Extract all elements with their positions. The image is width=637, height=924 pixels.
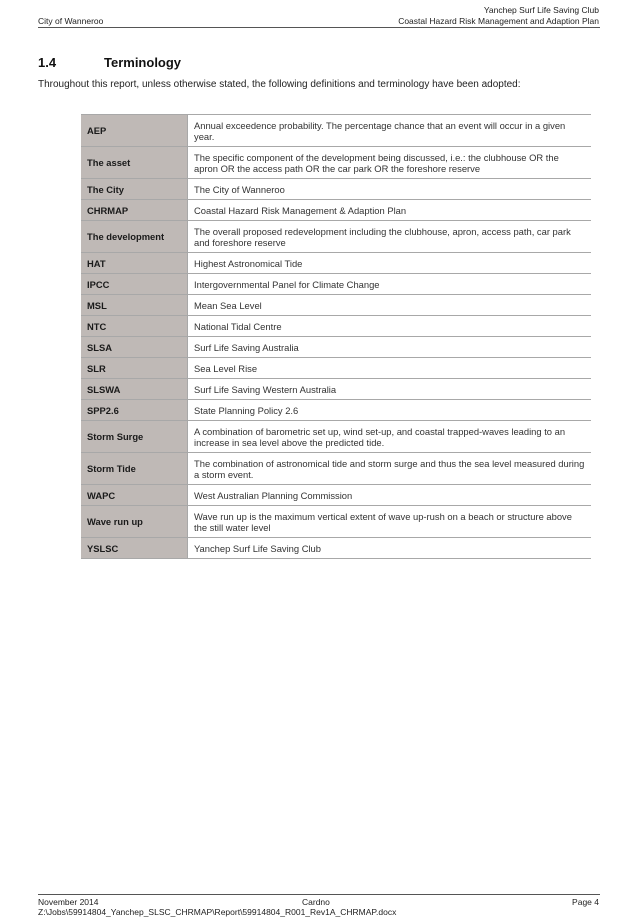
definition-cell: State Planning Policy 2.6 — [188, 400, 592, 421]
table-row — [81, 400, 591, 421]
section-number: 1.4 — [38, 55, 57, 70]
header-right-line1: Yanchep Surf Life Saving Club — [483, 5, 599, 15]
term-cell: The City — [81, 179, 188, 200]
footer-company: Cardno — [302, 897, 330, 907]
definition-cell: The overall proposed redevelopment including the clubhouse, apron, access path, car park and foreshore reserve — [188, 221, 592, 253]
term-cell: CHRMAP — [81, 200, 188, 221]
table-row — [81, 115, 591, 147]
table-row — [81, 295, 591, 316]
definition-cell: The specific component of the development being discussed, i.e.: the clubhouse OR the apron OR the access path OR the car park OR the foreshore reserve — [188, 147, 592, 179]
definition-cell: Intergovernmental Panel for Climate Change — [188, 274, 592, 295]
table-row — [81, 200, 591, 221]
table-row — [81, 379, 591, 400]
definition-cell: Surf Life Saving Western Australia — [188, 379, 592, 400]
definition-cell: Annual exceedence probability. The percentage chance that an event will occur in a given year. — [188, 115, 592, 147]
header-rule — [38, 27, 600, 28]
header-right-block — [398, 5, 599, 27]
table-row — [81, 253, 591, 274]
table-row — [81, 485, 591, 506]
definition-cell: West Australian Planning Commission — [188, 485, 592, 506]
definition-cell: Highest Astronomical Tide — [188, 253, 592, 274]
term-cell: The development — [81, 221, 188, 253]
definition-cell: The combination of astronomical tide and storm surge and thus the sea level measured during a storm event. — [188, 453, 592, 485]
definition-cell: The City of Wanneroo — [188, 179, 592, 200]
table-row — [81, 337, 591, 358]
table-row — [81, 179, 591, 200]
definition-cell: Wave run up is the maximum vertical extent of wave up-rush on a beach or structure above the still water level — [188, 506, 592, 538]
table-row — [81, 274, 591, 295]
table-row — [81, 147, 591, 179]
footer-rule — [38, 894, 600, 895]
definition-cell: Yanchep Surf Life Saving Club — [188, 538, 592, 559]
header-left-org: City of Wanneroo — [38, 16, 104, 26]
term-cell: Wave run up — [81, 506, 188, 538]
definition-cell: Surf Life Saving Australia — [188, 337, 592, 358]
section-title: Terminology — [104, 55, 182, 70]
footer-page-number: Page 4 — [572, 897, 599, 907]
section-heading — [38, 55, 181, 70]
table-row — [81, 453, 591, 485]
intro-paragraph: Throughout this report, unless otherwise stated, the following definitions and terminology have been adopted: — [38, 79, 521, 90]
table-row — [81, 538, 591, 559]
table-row — [81, 221, 591, 253]
term-cell: SPP2.6 — [81, 400, 188, 421]
term-cell: SLSWA — [81, 379, 188, 400]
table-row — [81, 421, 591, 453]
definition-cell: Sea Level Rise — [188, 358, 592, 379]
definition-cell: Coastal Hazard Risk Management & Adaption Plan — [188, 200, 592, 221]
footer-path: Z:\Jobs\59914804_Yanchep_SLSC_CHRMAP\Report\59914804_R001_Rev1A_CHRMAP.docx — [38, 907, 397, 917]
term-cell: SLR — [81, 358, 188, 379]
table-row — [81, 358, 591, 379]
term-cell: IPCC — [81, 274, 188, 295]
term-cell: Storm Surge — [81, 421, 188, 453]
term-cell: The asset — [81, 147, 188, 179]
terminology-table — [81, 114, 591, 559]
definition-cell: A combination of barometric set up, wind set-up, and coastal trapped-waves leading to an increase in sea level above the predicted tide. — [188, 421, 592, 453]
term-cell: YSLSC — [81, 538, 188, 559]
term-cell: Storm Tide — [81, 453, 188, 485]
term-cell: WAPC — [81, 485, 188, 506]
table-row — [81, 506, 591, 538]
table-row — [81, 316, 591, 337]
term-cell: NTC — [81, 316, 188, 337]
footer-left — [38, 897, 396, 917]
footer-date: November 2014 — [38, 897, 99, 907]
definition-cell: National Tidal Centre — [188, 316, 592, 337]
term-cell: SLSA — [81, 337, 188, 358]
term-cell: AEP — [81, 115, 188, 147]
term-cell: MSL — [81, 295, 188, 316]
header-right-line2: Coastal Hazard Risk Management and Adaption Plan — [398, 16, 599, 26]
definition-cell: Mean Sea Level — [188, 295, 592, 316]
term-cell: HAT — [81, 253, 188, 274]
